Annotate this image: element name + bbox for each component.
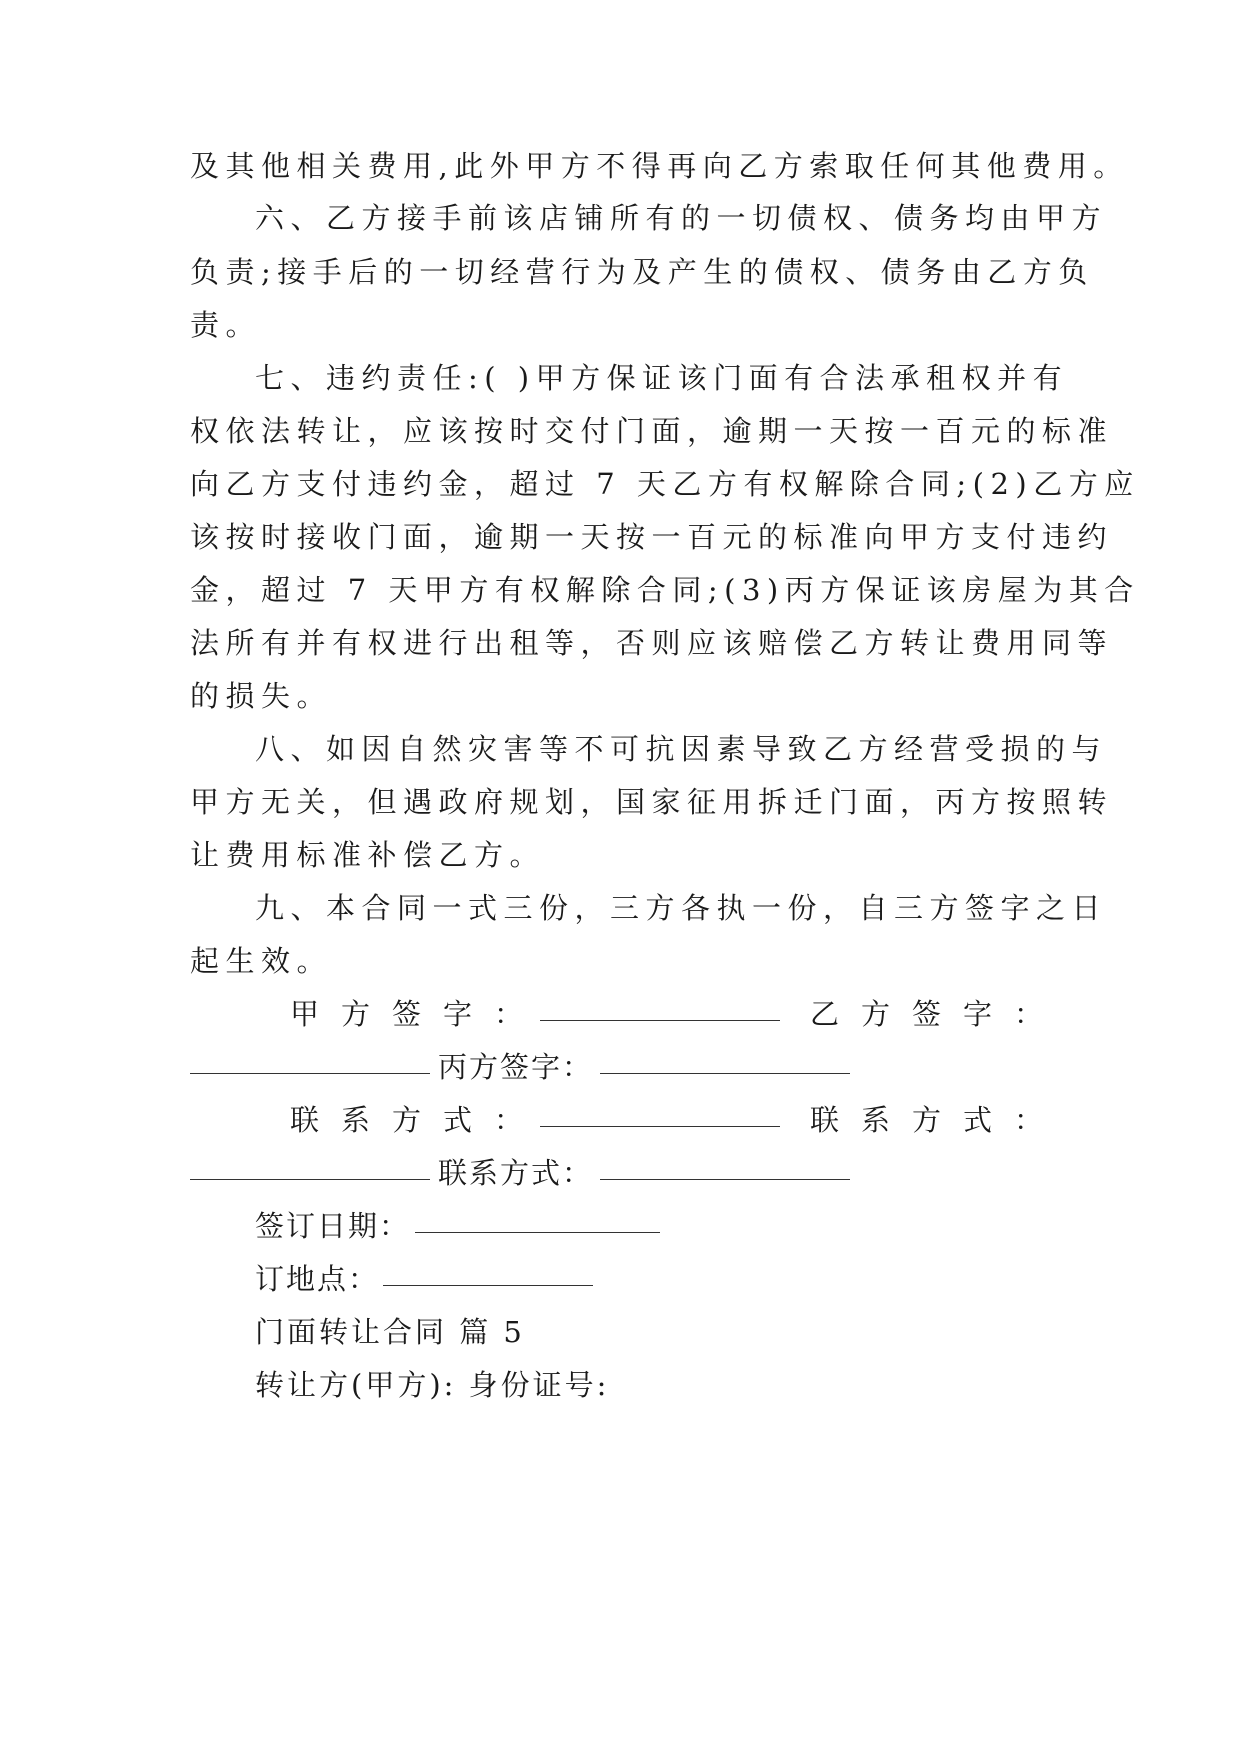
party-a-sign-blank	[540, 994, 780, 1021]
clause-6-line: 六、乙方接手前该店铺所有的一切债权、债务均由甲方	[255, 201, 1108, 235]
clause-7-line: 的损失。	[190, 679, 333, 713]
signature-row	[190, 1047, 1050, 1087]
party-a-sign-label: 甲方签字：	[290, 997, 546, 1031]
clause-7-line: 权依法转让，应该按时交付门面，逾期一天按一百元的标准	[190, 414, 1114, 448]
sign-date-blank	[415, 1206, 660, 1233]
party-c-contact-blank	[600, 1153, 850, 1180]
contact-row	[190, 1100, 1066, 1140]
clause-7-line: 向乙方支付违约金，超过 7 天乙方有权解除合同;(2)乙方应	[190, 467, 1140, 501]
clause-6-line: 责。	[190, 308, 262, 342]
clause-7-line: 法所有并有权进行出租等，否则应该赔偿乙方转让费用同等	[190, 626, 1114, 660]
clause-9-line: 九、本合同一式三份，三方各执一份，自三方签字之日	[255, 891, 1108, 925]
clause-7-line: 金，超过 7 天甲方有权解除合同;(3)丙方保证该房屋为其合	[190, 573, 1140, 607]
party-b-contact-blank	[190, 1153, 430, 1180]
signature-row	[190, 994, 1066, 1034]
sign-place-blank	[383, 1259, 593, 1286]
section-title: 门面转让合同 篇 5	[255, 1315, 525, 1349]
sign-date-label: 签订日期：	[255, 1209, 411, 1243]
party-c-sign-label: 丙方签字：	[438, 1050, 594, 1084]
transferor-line: 转让方(甲方): 身份证号:	[255, 1368, 610, 1402]
clause-9-line: 起生效。	[190, 944, 333, 978]
sign-place-row	[190, 1259, 1050, 1299]
party-a-contact-label: 联系方式：	[290, 1103, 546, 1137]
clause-8-line: 甲方无关，但遇政府规划，国家征用拆迁门面，丙方按照转	[190, 785, 1114, 819]
party-a-contact-blank	[540, 1100, 780, 1127]
sign-place-label: 订地点：	[255, 1262, 380, 1296]
sign-date-row	[190, 1206, 1050, 1246]
party-b-sign-label: 乙方签字：	[810, 997, 1066, 1031]
clause-8-line: 让费用标准补偿乙方。	[190, 838, 546, 872]
paragraph-line: 及其他相关费用,此外甲方不得再向乙方索取任何其他费用。	[190, 149, 1129, 183]
clause-8-line: 八、如因自然灾害等不可抗因素导致乙方经营受损的与	[255, 732, 1108, 766]
party-b-sign-blank	[190, 1047, 430, 1074]
party-c-sign-blank	[600, 1047, 850, 1074]
clause-7-line: 该按时接收门面，逾期一天按一百元的标准向甲方支付违约	[190, 520, 1114, 554]
contact-row	[190, 1153, 1050, 1193]
party-b-contact-label: 联系方式：	[810, 1103, 1066, 1137]
clause-6-line: 负责;接手后的一切经营行为及产生的债权、债务由乙方负	[190, 255, 1094, 289]
clause-7-line: 七、违约责任:( )甲方保证该门面有合法承租权并有	[255, 361, 1069, 395]
party-c-contact-label: 联系方式：	[438, 1156, 594, 1190]
